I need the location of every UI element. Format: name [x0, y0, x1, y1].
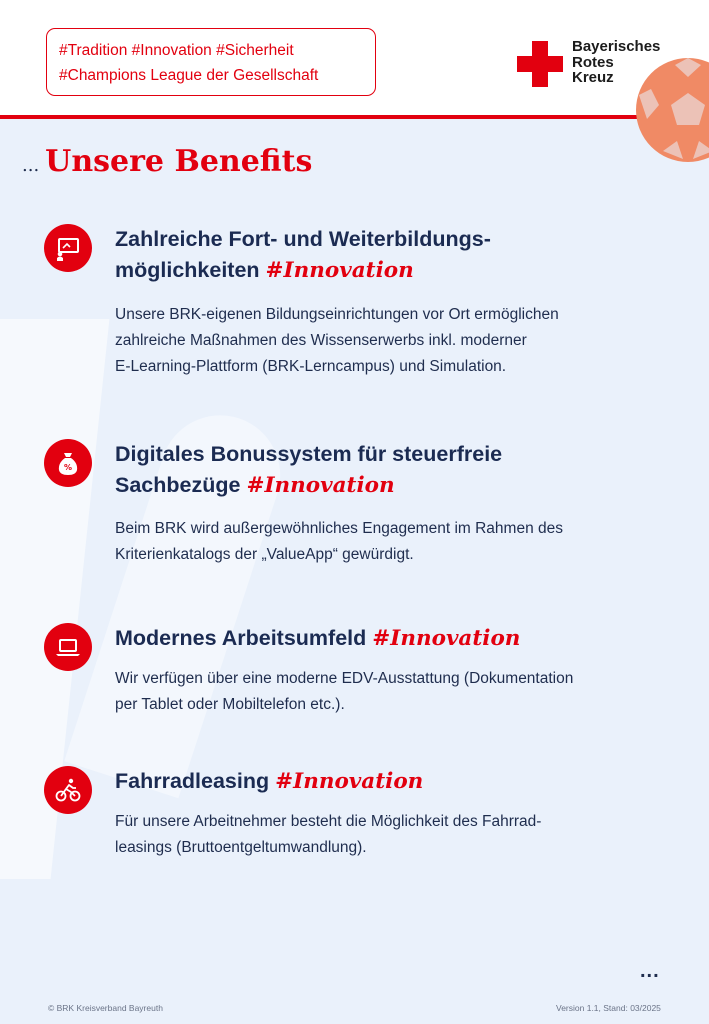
benefit-description [115, 666, 675, 718]
text-line: E-Learning-Plattform (BRK-Lerncampus) und Simulation. [115, 358, 507, 375]
benefit-description [115, 516, 675, 568]
benefit-heading [115, 766, 675, 797]
heading-line-1: Digitales Bonussystem für steuerfreie [115, 442, 503, 466]
red-cross-icon [517, 41, 563, 87]
text-line: Für unsere Arbeitnehmer besteht die Möglichkeit des Fahrrad- [115, 813, 542, 830]
innovation-tag: #Innovation [372, 626, 521, 651]
text-line: Kriterienkatalogs der „ValueApp“ gewürdigt. [115, 546, 414, 563]
text-line: leasings (Bruttoentgeltumwandlung). [115, 839, 367, 856]
text-line: zahlreiche Maßnahmen des Wissenserwerbs inkl. moderner [115, 332, 527, 349]
heading-line-1: Fahrradleasing [115, 769, 270, 793]
benefit-heading [115, 224, 675, 286]
text-line: Unsere BRK-eigenen Bildungseinrichtungen vor Ort ermöglichen [115, 306, 559, 323]
logo-line-1: Bayerisches [572, 38, 661, 55]
header [0, 0, 709, 118]
innovation-tag: #Innovation [265, 258, 414, 283]
bicycle-icon [44, 766, 92, 814]
benefit-bonus-system [44, 439, 684, 569]
money-bag-icon [44, 439, 92, 487]
benefit-training [44, 224, 684, 384]
innovation-tag: #Innovation [275, 769, 424, 794]
benefit-workplace [44, 623, 684, 723]
benefit-description [115, 302, 675, 380]
benefit-heading [115, 623, 675, 654]
title-text: Unsere Benefits [45, 144, 313, 179]
heading-line-1: Modernes Arbeitsumfeld [115, 626, 367, 650]
benefit-description [115, 809, 675, 861]
footer-copyright: © BRK Kreisverband Bayreuth [48, 1003, 163, 1013]
text-line: Wir verfügen über eine moderne EDV-Ausstattung (Dokumentation [115, 670, 574, 687]
svg-text:%: % [63, 463, 73, 472]
page-title [22, 144, 312, 179]
title-dots: ... [22, 155, 40, 176]
heading-line-2: Sachbezüge [115, 473, 241, 497]
benefit-heading [115, 439, 675, 501]
hashtags-line-2: #Champions League der Gesellschaft [59, 67, 319, 84]
hashtags-line-1: #Tradition #Innovation #Sicherheit [59, 42, 294, 59]
football-icon [633, 55, 709, 165]
laptop-icon [44, 623, 92, 671]
header-divider [0, 115, 709, 119]
benefit-bike-leasing [44, 766, 684, 866]
logo-line-2: Rotes [572, 53, 614, 71]
logo-line-3: Kreuz [572, 69, 614, 86]
hashtag-box [46, 28, 376, 96]
text-line: per Tablet oder Mobiltelefon etc.). [115, 696, 345, 713]
heading-line-1: Zahlreiche Fort- und Weiterbildungs- [115, 227, 491, 251]
footer-version: Version 1.1, Stand: 03/2025 [556, 1003, 661, 1013]
presentation-icon [44, 224, 92, 272]
text-line: Beim BRK wird außergewöhnliches Engagement im Rahmen des [115, 520, 563, 537]
innovation-tag: #Innovation [246, 473, 395, 498]
heading-line-2: möglichkeiten [115, 258, 260, 282]
more-indicator: ... [640, 960, 660, 982]
